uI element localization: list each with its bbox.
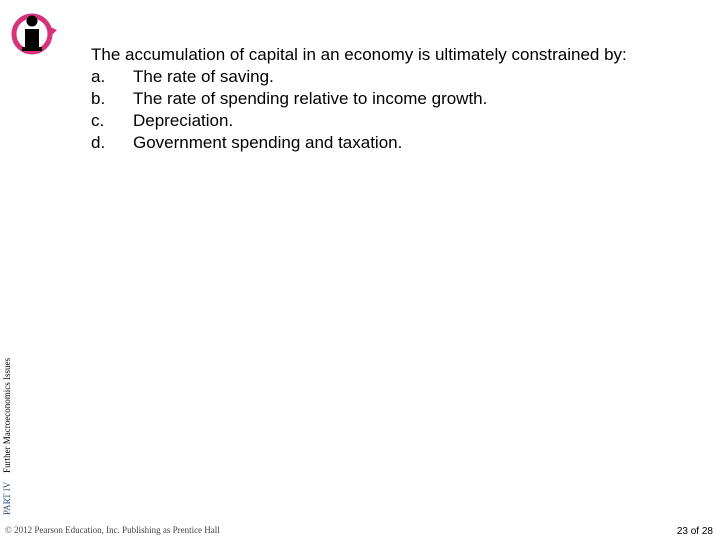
choice-letter: a. bbox=[91, 67, 106, 86]
choice-text: The rate of spending relative to income growth. bbox=[133, 89, 488, 108]
part-side-label bbox=[2, 358, 12, 515]
part-number: PART IV bbox=[2, 481, 12, 515]
info-figure-icon bbox=[8, 10, 58, 58]
answer-choice-d bbox=[91, 132, 627, 154]
choice-text: Government spending and taxation. bbox=[133, 133, 403, 152]
answer-choice-b bbox=[91, 88, 627, 110]
question-stem: The accumulation of capital in an economy is ultimately constrained by: bbox=[91, 45, 627, 64]
choice-letter: c. bbox=[91, 111, 105, 130]
choice-letter: d. bbox=[91, 133, 106, 152]
choice-text: Depreciation. bbox=[133, 111, 234, 130]
part-separator bbox=[2, 475, 12, 480]
question-block bbox=[91, 44, 627, 154]
answer-choice-c bbox=[91, 110, 627, 132]
page-number: 23 of 28 bbox=[676, 526, 713, 537]
choice-letter: b. bbox=[91, 89, 106, 108]
part-title: Further Macroeconomics Issues bbox=[2, 357, 12, 473]
copyright-notice: © 2012 Pearson Education, Inc. Publishing as Prentice Hall bbox=[5, 525, 220, 535]
choice-text: The rate of saving. bbox=[133, 67, 274, 86]
answer-choice-a bbox=[91, 66, 627, 88]
